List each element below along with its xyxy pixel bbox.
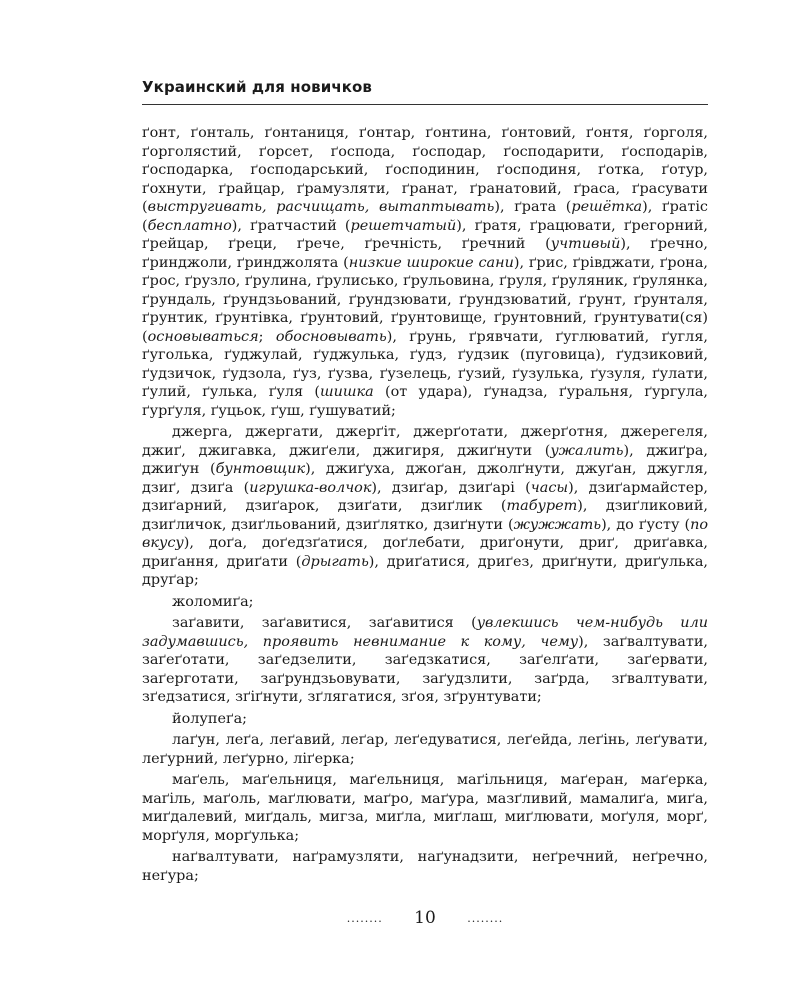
translation-gloss: учтивый [550,236,621,252]
word-list-text: ), ґречно, ґринджоли, ґринджолята ( [142,236,708,271]
word-list-text: жоломиґа; [172,593,254,610]
translation-gloss: ужалить [550,442,624,459]
word-list-text: ), дзиґармайстер, дзиґарний, дзиґарок, дзиґати, дзиґлик ( [142,479,708,514]
translation-gloss: обосновывать [275,328,387,345]
translation-gloss: шишка [319,384,374,400]
paragraph [142,124,708,420]
word-list-text: ; [258,328,276,345]
translation-gloss: дрыгать [301,553,369,570]
translation-gloss: увлекшись чем-нибудь или задумавшись, проявить невнимание к кому, чему [142,615,708,650]
word-list-text: ), джиґуха, джоґан, джолґнути, джуґан, джугля, дзиґ, дзиґа ( [142,461,708,496]
page-number: 10 [414,908,436,928]
translation-gloss: решётка [571,199,643,215]
word-list-text: ), доґа, доґедзґатися, доґлебати, дриґонути, дриґ, дриґавка, дриґання, дриґати ( [142,535,708,570]
word-list-text: ), ґрунь, ґрявчати, ґуглюватий, ґугля, ґуголька, ґуджулай, ґуджулька, ґудз, ґудзик (пуговица), ґудзиковий, ґудзичок, ґудзола, ґуз, ґузва, ґузелець, ґузий, ґузулька, ґузуля, ґулати, ґулий, ґулька, ґуля ( [142,328,708,400]
translation-gloss: выстругивать, расчищать, вытаптывать [147,199,495,215]
word-list-text: джерга, джергати, джерґіт, джерґотати, джерґотня, джерегеля, джиґ, джигавка, джиґели, джигиря, джиґнути ( [142,424,708,459]
word-list-text: (от удара), ґунадза, ґуральня, ґургула, ґурґуля, ґуцьок, ґуш, ґушуватий; [142,384,709,419]
paragraph [142,614,708,707]
translation-gloss: табурет [506,498,578,514]
word-list-text: ), ґратя, ґрацювати, ґрегорний, ґрейцар, ґреци, ґрече, ґречність, ґречний ( [142,217,708,252]
translation-gloss: бесплатно [147,217,232,234]
word-list-text: ), ґрата ( [494,199,572,215]
translation-gloss: решетчатый [350,217,457,234]
word-list-text: ), дзиґликовий, дзиґличок, дзиґльований, дзиґлятко, дзиґнути ( [142,498,708,533]
paragraph [142,710,708,729]
word-list-text: ), джиґра, джиґун ( [142,442,708,477]
translation-gloss: низкие широкие сани [348,254,514,271]
paragraph [142,593,708,612]
word-list-text: ), дзиґар, дзиґарі ( [371,479,531,496]
word-list-text: лаґун, леґа, леґавий, леґар, леґедуватися, леґейда, леґінь, леґувати, леґурний, леґурно, ліґерка; [142,732,708,767]
paragraph [142,731,708,768]
footer-dots-right: ........ [467,912,504,925]
word-list-text: йолупеґа; [172,710,248,727]
header-rule [142,104,708,105]
footer-dots-left: ........ [346,912,383,925]
word-list-text: ), заґвалтувати, заґеґотати, заґедзелити, заґедзкатися, заґелґати, заґервати, заґерготати, заґрундзьовувати, заґудзлити, заґрда, зґвалтувати, зґедзатися, зґіґнути, зґлягатися, зґоя, зґрунтувати; [142,633,708,705]
word-list-text: наґвалтувати, наґрамузляти, наґунадзити, неґречний, неґречно, неґура; [142,849,708,884]
word-list-text: маґель, маґельниця, маґельниця, маґільниця, маґеран, маґерка, маґіль, маґоль, маґлювати, маґро, маґура, мазґливий, мамалиґа, миґа, миґдалевий, миґдаль, мигза, миґла, миґлаш, миґлювати, моґуля, морґ, морґуля, морґулька; [142,772,708,844]
word-list-text: ), ґратіс ( [142,199,708,234]
translation-gloss: игрушка-волчок [249,479,372,496]
paragraph [142,848,708,885]
word-list-text: ), до ґусту ( [601,516,691,533]
word-list-text: ), ґратчастий ( [231,217,351,234]
running-header: Украинский для новичков [142,78,372,96]
translation-gloss: основываться [147,328,259,345]
paragraph [142,771,708,845]
translation-gloss: по вкусу [142,516,708,551]
translation-gloss: часы [530,479,569,496]
word-list-text: ), дриґатися, дриґез, дриґнути, дриґулька, друґар; [142,553,708,588]
page-footer [142,908,708,928]
word-list-text: ґонт, ґонталь, ґонтаниця, ґонтар, ґонтина, ґонтовий, ґонтя, ґорголя, ґорголястий, ґорсет, ґоспода, ґосподар, ґосподарити, ґосподарів, ґосподарка, ґосподарський, ґосподинин, ґосподиня, ґотка, ґотур, ґохнути, ґрайцар, ґрамузляти, ґранат, ґранатовий, ґраса, ґрасувати ( [142,125,708,215]
word-list-text: ), ґрис, ґрівджати, ґрона, ґрос, ґрузло, ґрулина, ґрулисько, ґрульовина, ґруля, ґруляник, ґрулянка, ґрундаль, ґрундзьований, ґрундзювати, ґрундзюватий, ґрунт, ґрунталя, ґрунтик, ґрунтівка, ґрунтовий, ґрунтовище, ґрунтовний, ґрунтувати(ся) ( [142,254,708,345]
translation-gloss: жужжать [513,516,602,533]
paragraph [142,423,708,590]
word-list-text: заґавити, заґавитися, заґавитися ( [172,615,477,631]
page-body [142,124,708,888]
translation-gloss: бунтовщик [215,461,306,477]
